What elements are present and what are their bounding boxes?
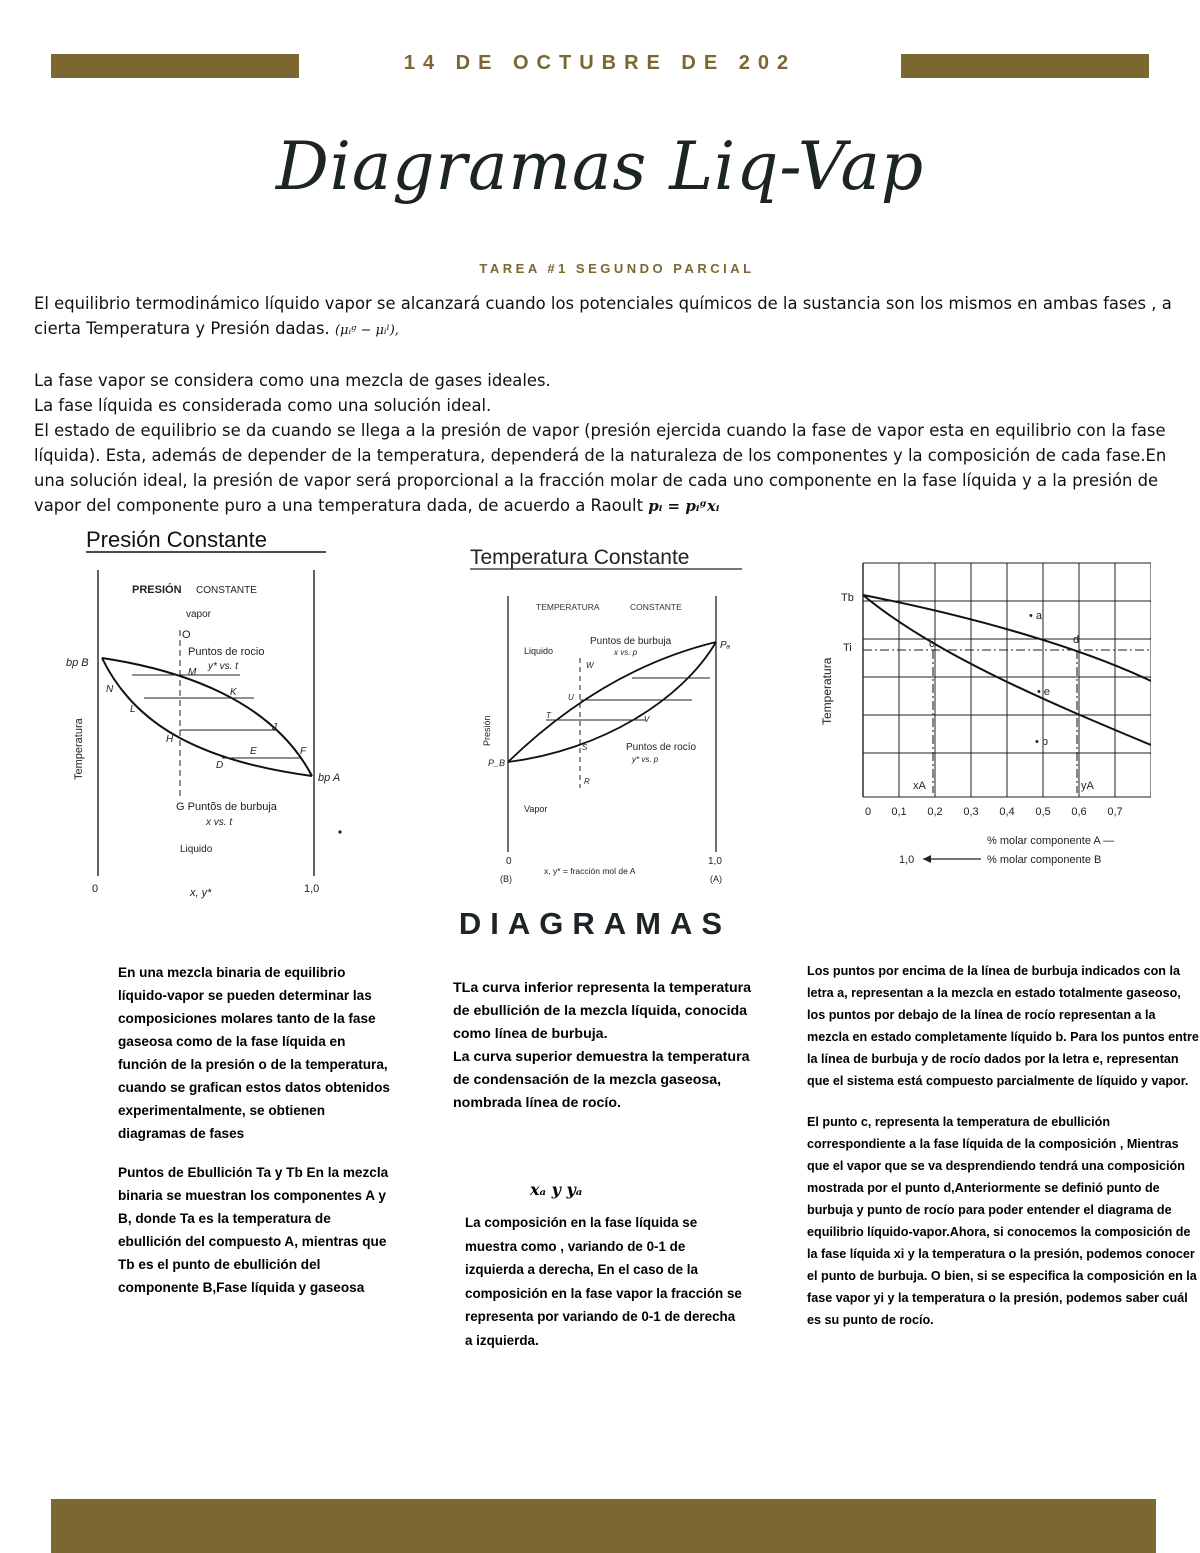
col3-p1: Los puntos por encima de la línea de burbuja indicados con la letra a, representan a la mezcla en estado totalmente gaseoso, los puntos por debajo de la línea de rocío representan a la mezcla en estado completamente líquido b. Para los puntos entre la línea de burbuja y de rocío dados por la letra e, representan que el sistema está compuesto parcialmente de líquido y vapor.: [807, 964, 1199, 1088]
diagram-temperature-constant: [462, 540, 752, 890]
diagram1-point-k: K: [230, 687, 237, 698]
header-bar-right: [901, 54, 1149, 78]
page-subtitle: TAREA #1 SEGUNDO PARCIAL: [479, 261, 755, 276]
diagram2-point-v: V: [644, 715, 650, 724]
diagram3-tick-6: 0,6: [1071, 806, 1087, 818]
diagram2-point-s: S: [582, 743, 588, 752]
diagram3-tick-7: 0,7: [1107, 806, 1123, 818]
diagram1-vapor-label: vapor: [186, 609, 212, 620]
diagram3-ylabel: Temperatura: [820, 657, 834, 725]
intro-p1-text: El equilibrio termodinámico líquido vapor se alcanzará cuando los potenciales químicos de la sustancia son los mismos en ambas fases , a cierta Temperatura y Presión dadas.: [34, 294, 1172, 338]
diagram1-liquid-label: Liquido: [180, 844, 213, 855]
column-2-top: [453, 977, 753, 1115]
intro-p4-text: El estado de equilibrio se da cuando se llega a la presión de vapor (presión ejercida cuando la fase de vapor esta en equilibrio con la fase líquida). Esta, además de depender de la temperatura, dependerá de la naturaleza de los componentes y la composición de cada fase.En una solución ideal, la presión de vapor será proporcional a la fracción molar de cada uno componente en la fase líquida y a la presión de vapor del componente puro a una temperatura dada, de acuerdo a Raoult: [34, 421, 1167, 515]
diagram3-ya: yA: [1081, 780, 1094, 792]
column-1: [118, 961, 390, 1299]
diagram1-dew-label-1: Puntos de rocio: [188, 646, 265, 658]
column-3: [807, 960, 1200, 1331]
diagram2-x0-b: (B): [500, 874, 512, 884]
column-2-bottom: [465, 1211, 745, 1352]
diagram2-x1-b: (A): [710, 874, 722, 884]
diagram1-bubble-label-2: x vs. t: [206, 817, 233, 828]
diagram3-axis-b: % molar componente B: [987, 854, 1102, 866]
diagram2-x0: 0: [506, 856, 512, 867]
diagram1-frame-title-1: PRESIÓN: [132, 584, 182, 596]
diagramas-heading: DIAGRAMAS: [458, 906, 732, 941]
diagram3-tick-1: 0,1: [891, 806, 907, 818]
diagram3-point-c: c: [929, 638, 935, 650]
diagram1-point-f: F: [300, 746, 307, 757]
diagram2-ylabel: Presión: [482, 715, 492, 746]
diagram2-frame-title-1: TEMPERATURA: [536, 602, 600, 612]
diagram1-bp-a: bp A: [318, 772, 341, 784]
diagram2-xlabel: x, y* = fracción mol de A: [544, 866, 636, 876]
intro-p3: La fase líquida es considerada como una solución ideal.: [34, 396, 492, 415]
diagram3-tick-0: 0: [865, 806, 872, 818]
diagram2-point-u: U: [568, 693, 574, 702]
diagram-temperature-composition: [815, 555, 1151, 873]
diagram3-tick-5: 0,5: [1035, 806, 1051, 818]
diagram1-ylabel: Temperatura: [73, 718, 85, 780]
diagram3-xa: xA: [913, 780, 926, 792]
col2-p1: TLa curva inferior representa la temperatura de ebullición de la mezcla líquida, conocida como línea de burbuja.: [453, 980, 752, 1042]
diagram2-pa: Pₐ: [720, 640, 731, 651]
col3-p2: El punto c, representa la temperatura de ebullición correspondiente a la fase líquida de la composición , Mientras que el vapor que se va desprendiendo tendrá una composición mostrada por el punto d,Anteriormente se definió punto de burbuja y punto de rocío para poder entender el diagrama de equilibrio líquido-vapor.Ahora, si conocemos la composición de la fase líquida xi y la temperatura o la presión, podemos conocer el punto de burbuja. O bien, si se especifica la composición en la fase vapor yi y la temperatura o la presión, podemos saber cuál es su punto de rocío.: [807, 1115, 1197, 1327]
diagram3-tb: Tb: [841, 592, 854, 604]
diagram1-point-n: N: [106, 684, 114, 695]
intro-p1-math: (μᵢᵍ − μᵢˡ),: [334, 323, 399, 338]
diagram3-point-e: • e: [1037, 686, 1051, 698]
col1-p2: Puntos de Ebullición Ta y Tb En la mezcla binaria se muestran los componentes A y B, donde Ta es la temperatura de ebullición del compuesto A, mientras que Tb es el punto de ebullición del componente B,Fase líquida y gaseosa: [118, 1165, 389, 1295]
diagram1-point-h: H: [166, 734, 174, 745]
diagram1-xlabel: x, y*: [190, 887, 212, 899]
date-line: 14 DE OCTUBRE DE 202: [403, 52, 797, 74]
diagram1-point-j: J: [272, 722, 277, 733]
diagram3-tick-4: 0,4: [999, 806, 1015, 818]
raoult-formula: pᵢ = pᵢᵍxᵢ: [648, 497, 720, 515]
diagram2-frame-title-2: CONSTANTE: [630, 602, 682, 612]
diagram2-liquid-label: Liquido: [524, 646, 554, 656]
diagram2-dew-label-2: y* vs. p: [632, 755, 659, 764]
diagram2-heading: Temperatura Constante: [470, 546, 690, 569]
diagram3-ti: Ti: [843, 642, 852, 654]
diagram2-dew-label-1: Puntos de rocío: [626, 742, 697, 753]
diagram3-tick-3: 0,3: [963, 806, 979, 818]
diagram3-point-b: • b: [1035, 736, 1049, 748]
diagram2-point-w: W: [586, 661, 594, 670]
diagram2-point-r: R: [584, 777, 590, 786]
diagram2-x1: 1,0: [708, 856, 722, 867]
intro-p1: [34, 291, 1184, 343]
footer-bar: [51, 1499, 1156, 1553]
diagram2-bubble-label-2: x vs. p: [614, 648, 638, 657]
page-title: Diagramas Liq-Vap: [275, 128, 925, 205]
diagram1-bp-b: bp B: [66, 657, 89, 669]
diagram3-tick-2: 0,2: [927, 806, 943, 818]
diagram1-point-o: O: [182, 629, 191, 641]
diagram1-x0: 0: [92, 883, 99, 895]
col2-math: xₐ y yₐ: [530, 1180, 583, 1199]
header-bar-left: [51, 54, 299, 78]
diagram3-axis-b-start: 1,0: [899, 854, 915, 866]
diagram-pressure-constant: [62, 530, 362, 902]
col2-p3: La composición en la fase líquida se muestra como , variando de 0-1 de izquierda a derecha, En el caso de la composición en la fase vapor la fracción se representa por variando de 0-1 de derecha a izquierda.: [465, 1215, 742, 1348]
diagram2-vapor-label: Vapor: [524, 804, 548, 814]
intro-p2: La fase vapor se considera como una mezcla de gases ideales.: [34, 371, 551, 390]
diagram1-heading: Presión Constante: [86, 530, 267, 552]
diagram1-bubble-label-1: G Puntõs de burbuja: [176, 801, 277, 813]
diagram1-point-d: D: [216, 760, 224, 771]
diagram1-dew-label-2: y* vs. t: [208, 661, 239, 672]
intro-p4: [34, 418, 1184, 519]
diagram3-axis-a: % molar componente A —: [987, 835, 1115, 847]
diagram1-point-l: L: [130, 704, 136, 715]
diagram1-x1: 1,0: [304, 883, 320, 895]
diagram1-point-m: M: [188, 667, 197, 678]
diagram3-point-d: d: [1073, 634, 1080, 646]
col2-p2: La curva superior demuestra la temperatura de condensación de la mezcla gaseosa, nombrada línea de rocío.: [453, 1049, 750, 1111]
diagram1-point-e: E: [250, 746, 257, 757]
intro-text: [34, 291, 1184, 519]
diagram3-point-a: • a: [1029, 610, 1043, 622]
diagram1-frame-title-2: CONSTANTE: [196, 585, 257, 596]
col1-p1: En una mezcla binaria de equilibrio líquido-vapor se pueden determinar las composiciones molares tanto de la fase gaseosa como de la fase líquida en función de la presión o de la temperatura, cuando se grafican estos datos obtenidos experimentalmente, se obtienen diagramas de fases: [118, 965, 390, 1141]
diagram2-pb: P_B: [488, 758, 506, 768]
diagram2-bubble-label-1: Puntos de burbuja: [590, 636, 672, 647]
diagram2-point-t: T: [546, 711, 551, 720]
